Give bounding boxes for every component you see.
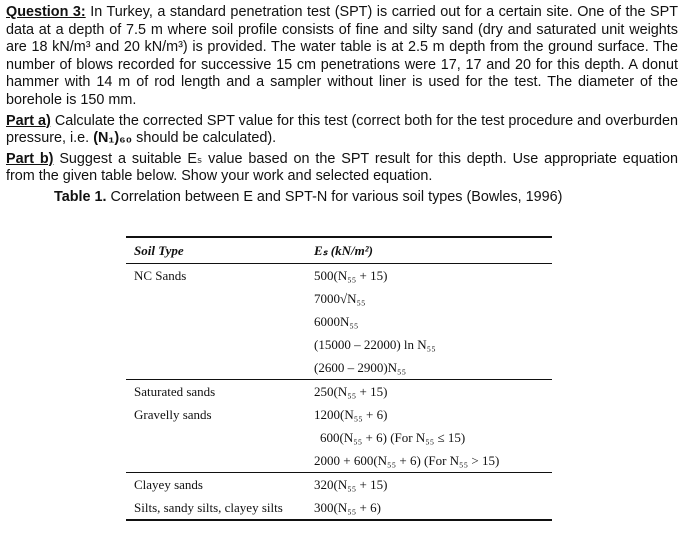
equation: 300(N₅₅ + 6) — [314, 500, 381, 515]
equation: (15000 – 22000) ln N₅₅ — [314, 337, 436, 352]
soil-cell: Clayey sands — [126, 473, 306, 497]
soil-cell: Gravelly sands — [134, 407, 212, 422]
equation: 7000√N₅₅ — [314, 291, 366, 306]
question-3 — [6, 4, 678, 110]
equation-cell — [306, 496, 552, 520]
header-soil-type: Soil Type — [126, 237, 306, 264]
equation: 1200(N₅₅ + 6) — [314, 407, 388, 422]
table-caption — [54, 189, 678, 207]
table-header-row — [126, 237, 552, 264]
equation: 500(N₅₅ + 15) — [314, 268, 388, 283]
soil-cell: NC Sands — [134, 268, 187, 283]
equation: 320(N₅₅ + 15) — [314, 477, 388, 492]
equation: 2000 + 600(N₅₅ + 6) (For N₅₅ > 15) — [314, 453, 500, 468]
equation-cell — [306, 264, 552, 380]
document-body — [6, 4, 678, 207]
table-caption-label: Table 1. — [54, 188, 107, 205]
table-row — [126, 380, 552, 404]
equation: (2600 – 2900)N₅₅ — [314, 360, 407, 375]
part-b — [6, 151, 678, 186]
equation-cell — [306, 403, 552, 473]
question-label: Question 3: — [6, 4, 86, 20]
equation: 250(N₅₅ + 15) — [314, 384, 388, 399]
part-b-text: Suggest a suitable Eₛ value based on the SPT result for this depth. Use appropriate equation from the given table below. Show your work and selected equation. — [6, 150, 679, 185]
equation: 6000N₅₅ — [314, 314, 359, 329]
part-a-label: Part a) — [6, 112, 51, 129]
part-a-text-end: should be calculated). — [132, 130, 277, 147]
part-b-label: Part b) — [6, 150, 54, 167]
table-row — [126, 403, 552, 473]
n160-symbol: (N₁)₆₀ — [93, 130, 133, 147]
question-text: In Turkey, a standard penetration test (SPT) is carried out for a certain site. One of the SPT data at a depth of 7.5 m where soil profile consists of fine and silty sand (dry and saturated unit weights are 18 kN/m³ and 20 kN/m³) is provided. The water table is at 2.5 m depth from the ground surface. The number of blows recorded for successive 15 cm penetrations were 17, 17 and 20 for this depth. A donut hammer with 14 m of rod length and a sampler without liner is used for the test. The diameter of the borehole is 150 mm. — [6, 4, 679, 108]
equation-cell — [306, 473, 552, 497]
equation: 600(N₅₅ + 6) (For N₅₅ ≤ 15) — [320, 430, 466, 445]
soil-cell: Silts, sandy silts, clayey silts — [126, 496, 306, 520]
table-row — [126, 264, 552, 380]
header-es: Eₛ (kN/m²) — [306, 237, 552, 264]
equation-cell — [306, 380, 552, 404]
correlation-table — [126, 236, 552, 521]
table-row — [126, 473, 552, 497]
part-a — [6, 113, 678, 148]
table-row — [126, 496, 552, 520]
soil-cell: Saturated sands — [126, 380, 306, 404]
part-a-text: Calculate the corrected SPT value for this test (correct both for the test procedure and overburden pressure, i.e. — [6, 112, 678, 147]
table-caption-text: Correlation between E and SPT-N for various soil types (Bowles, 1996) — [106, 188, 563, 205]
